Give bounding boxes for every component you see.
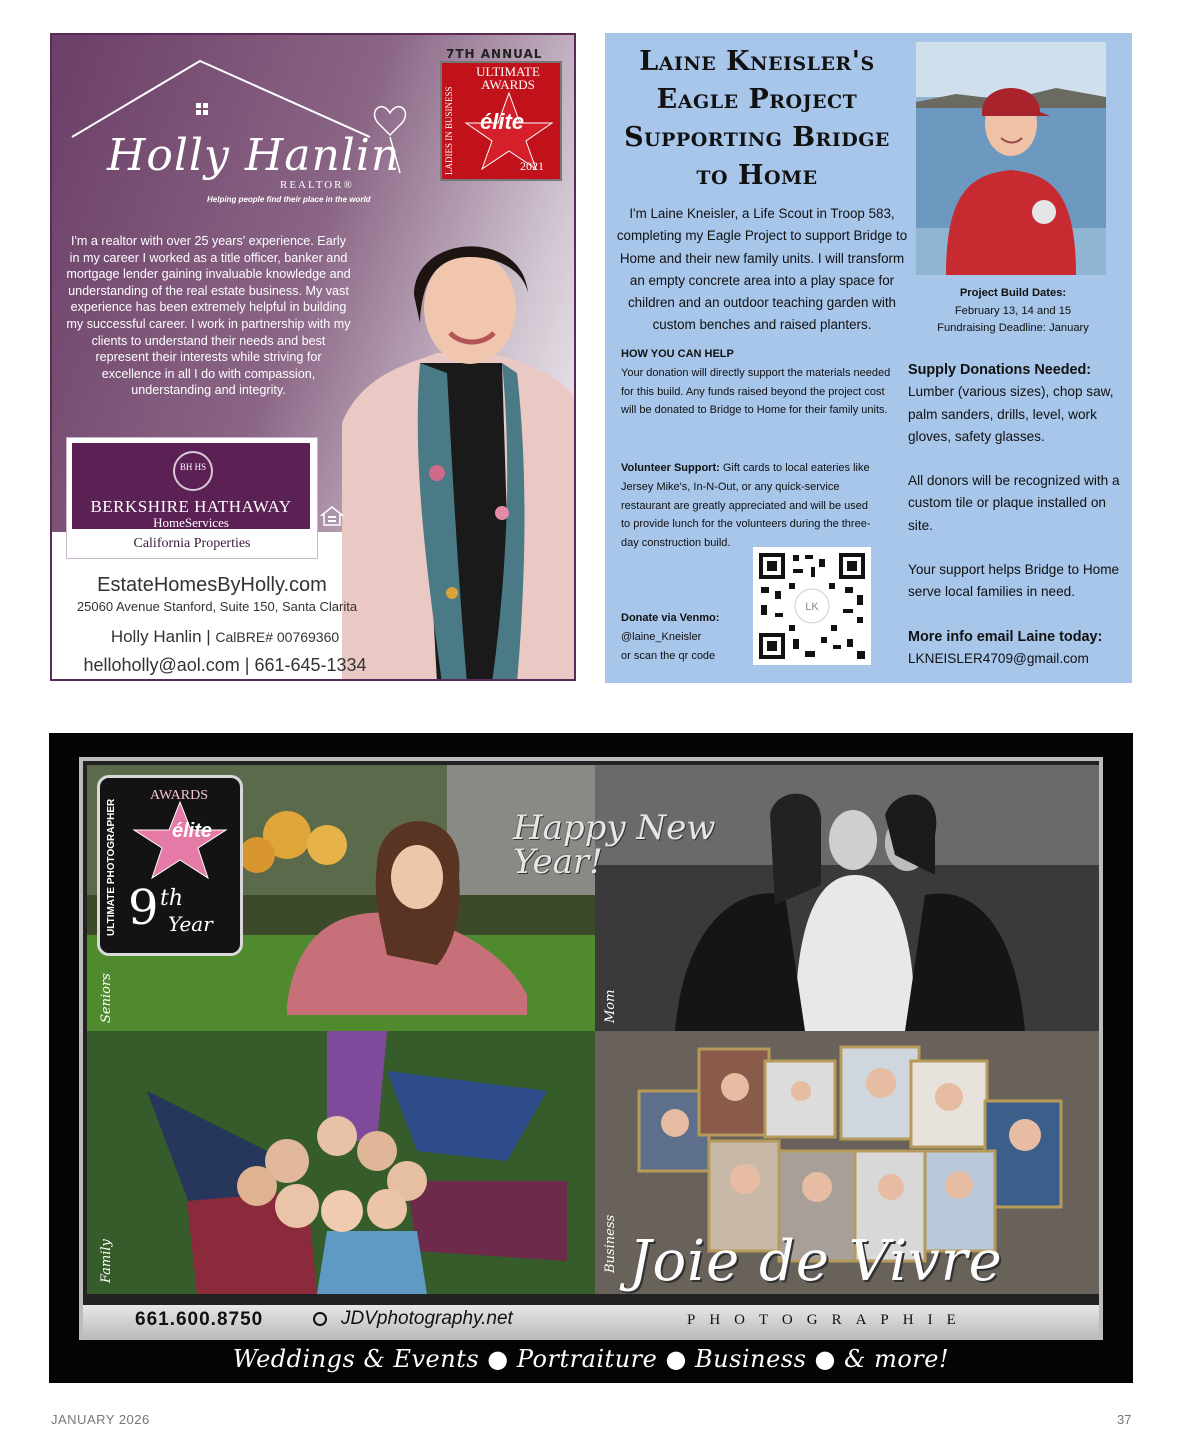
award-year: Year <box>168 912 213 936</box>
holly-name-license <box>52 627 398 647</box>
award-annual: 7TH ANNUAL <box>446 47 543 61</box>
bhhs-region: California Properties <box>133 536 251 551</box>
bhhs-banner <box>72 443 310 529</box>
happy-new-year-text: Happy New Year! <box>513 808 716 882</box>
holly-bio: I'm a realtor with over 25 years' experience. Early in my career I worked as a title officer, banker and mortgage lender gaining invaluable knowledge and understanding of the real estate business. My vast experience has been extremely helpful in building my successful career. I work in partnership with my clients to understand their needs and best represent their interests while striving for excellence in all I do with compassion, understanding and integrity. <box>66 234 351 398</box>
award-brand: élite <box>480 109 525 134</box>
ultimate-photographer-award <box>97 775 243 956</box>
email-heading: More info email Laine today: <box>908 628 1103 645</box>
fundraising-deadline: Fundraising Deadline: January <box>937 322 1089 334</box>
laine-eagle-project-ad <box>605 33 1132 683</box>
holly-hanlin-ad <box>50 33 576 681</box>
volunteer-support <box>621 459 871 553</box>
contact-bar <box>83 1305 1099 1337</box>
laine-photo <box>916 42 1106 275</box>
mom-photo <box>595 765 1099 1031</box>
dates-heading: Project Build Dates: <box>959 287 1067 299</box>
label-seniors: Seniors <box>99 973 114 1023</box>
photographie-text: PHOTOGRAPHIE <box>687 1312 970 1328</box>
family-photo <box>87 1031 595 1294</box>
tagline: Helping people find their place in the world <box>207 195 371 204</box>
realtor-title: REALTOR® <box>280 179 354 191</box>
label-mom: Mom <box>603 989 618 1023</box>
award-title: AWARDS <box>150 788 208 803</box>
help-text: Your donation will directly support the materials needed for this build. Any funds raised beyond the project cost will be donated to Bridge to Home for their family units. <box>621 366 891 417</box>
label-family: Family <box>99 1239 114 1283</box>
award-year: 2021 <box>520 159 544 173</box>
award-vertical-text: LADIES IN BUSINESS <box>444 86 454 175</box>
award-title: ULTIMATE AWARDS <box>476 64 540 92</box>
award-box <box>440 61 562 181</box>
award-brand: élite <box>172 820 213 842</box>
holly-website[interactable]: EstateHomesByHolly.com <box>97 574 327 596</box>
volunteer-heading: Volunteer Support: <box>621 462 720 474</box>
email-address[interactable]: LKNEISLER4709@gmail.com <box>908 650 1089 666</box>
venmo-heading: Donate via Venmo: <box>621 612 720 624</box>
qr-center-label: LK <box>805 601 819 613</box>
venmo-note: or scan the qr code <box>621 649 716 662</box>
holly-contact[interactable]: helloholly@aol.com | 661-645-1334 <box>83 655 367 675</box>
award-vertical-text: ULTIMATE PHOTOGRAPHER <box>106 798 117 936</box>
elite-award-badge <box>440 47 562 181</box>
project-intro: I'm Laine Kneisler, a Life Scout in Troop 583, completing my Eagle Project to support Bridge to Home and their new family units. I will transform an empty concrete area into a play space for children and an outdoor teaching garden with custom benches and raised planters. <box>616 206 908 333</box>
dates-value: February 13, 14 and 15 <box>954 304 1072 317</box>
venmo-handle[interactable]: @laine_Kneisler <box>621 630 702 643</box>
holly-name: Holly Hanlin | <box>110 627 211 646</box>
award-th: th <box>160 886 184 911</box>
bhhs-subtitle: HomeServices <box>153 515 229 530</box>
page-number: 37 <box>1117 1412 1132 1427</box>
supply-text: Lumber (various sizes), chop saw, palm sanders, drills, level, work gloves, safety glasses. <box>908 384 1114 444</box>
project-dates <box>919 285 1107 338</box>
joie-de-vivre-logo: Joie de Vivre <box>629 1229 1003 1294</box>
jdv-website[interactable]: JDVphotography.net <box>341 1308 513 1329</box>
support-text: Your support helps Bridge to Home serve local families in need. <box>908 562 1120 600</box>
venmo-section <box>621 609 751 665</box>
label-business: Business <box>603 1214 618 1273</box>
bhhs-logo-box <box>66 437 318 559</box>
separator-circle-icon <box>313 1312 327 1326</box>
equal-housing-icon <box>320 505 344 527</box>
bhhs-name: BERKSHIRE HATHAWAY <box>90 497 292 516</box>
bhhs-seal-icon: BH HS <box>173 451 213 491</box>
issue-date: JANUARY 2026 <box>51 1412 150 1427</box>
help-heading: HOW YOU CAN HELP <box>621 348 734 360</box>
how-you-can-help <box>621 345 891 420</box>
holly-license: CalBRE# 00769360 <box>215 629 340 645</box>
jdv-phone[interactable]: 661.600.8750 <box>135 1309 264 1330</box>
volunteer-text: Gift cards to local eateries like Jersey Mike's, In-N-Out, or any quick-service restaurant are greatly appreciated and will be used to provide lunch for the volunteers during the three-day construction build. <box>621 462 871 550</box>
services-line: Weddings & Events ● Portraiture ● Business ● & more! <box>232 1345 950 1373</box>
holly-script-name: Holly Hanlin <box>107 130 401 181</box>
award-nine: 9 <box>128 880 159 936</box>
donors-text: All donors will be recognized with a custom tile or plaque installed on site. <box>908 473 1120 533</box>
eagle-project-title: Laine Kneisler's Eagle Project Supporting Bridge to Home <box>624 46 890 191</box>
joie-de-vivre-ad <box>49 733 1133 1383</box>
supply-heading: Supply Donations Needed: <box>908 362 1092 378</box>
holly-address: 25060 Avenue Stanford, Suite 150, Santa Clarita <box>76 599 358 614</box>
right-column <box>908 359 1122 670</box>
venmo-qr-code-icon[interactable] <box>753 547 871 665</box>
